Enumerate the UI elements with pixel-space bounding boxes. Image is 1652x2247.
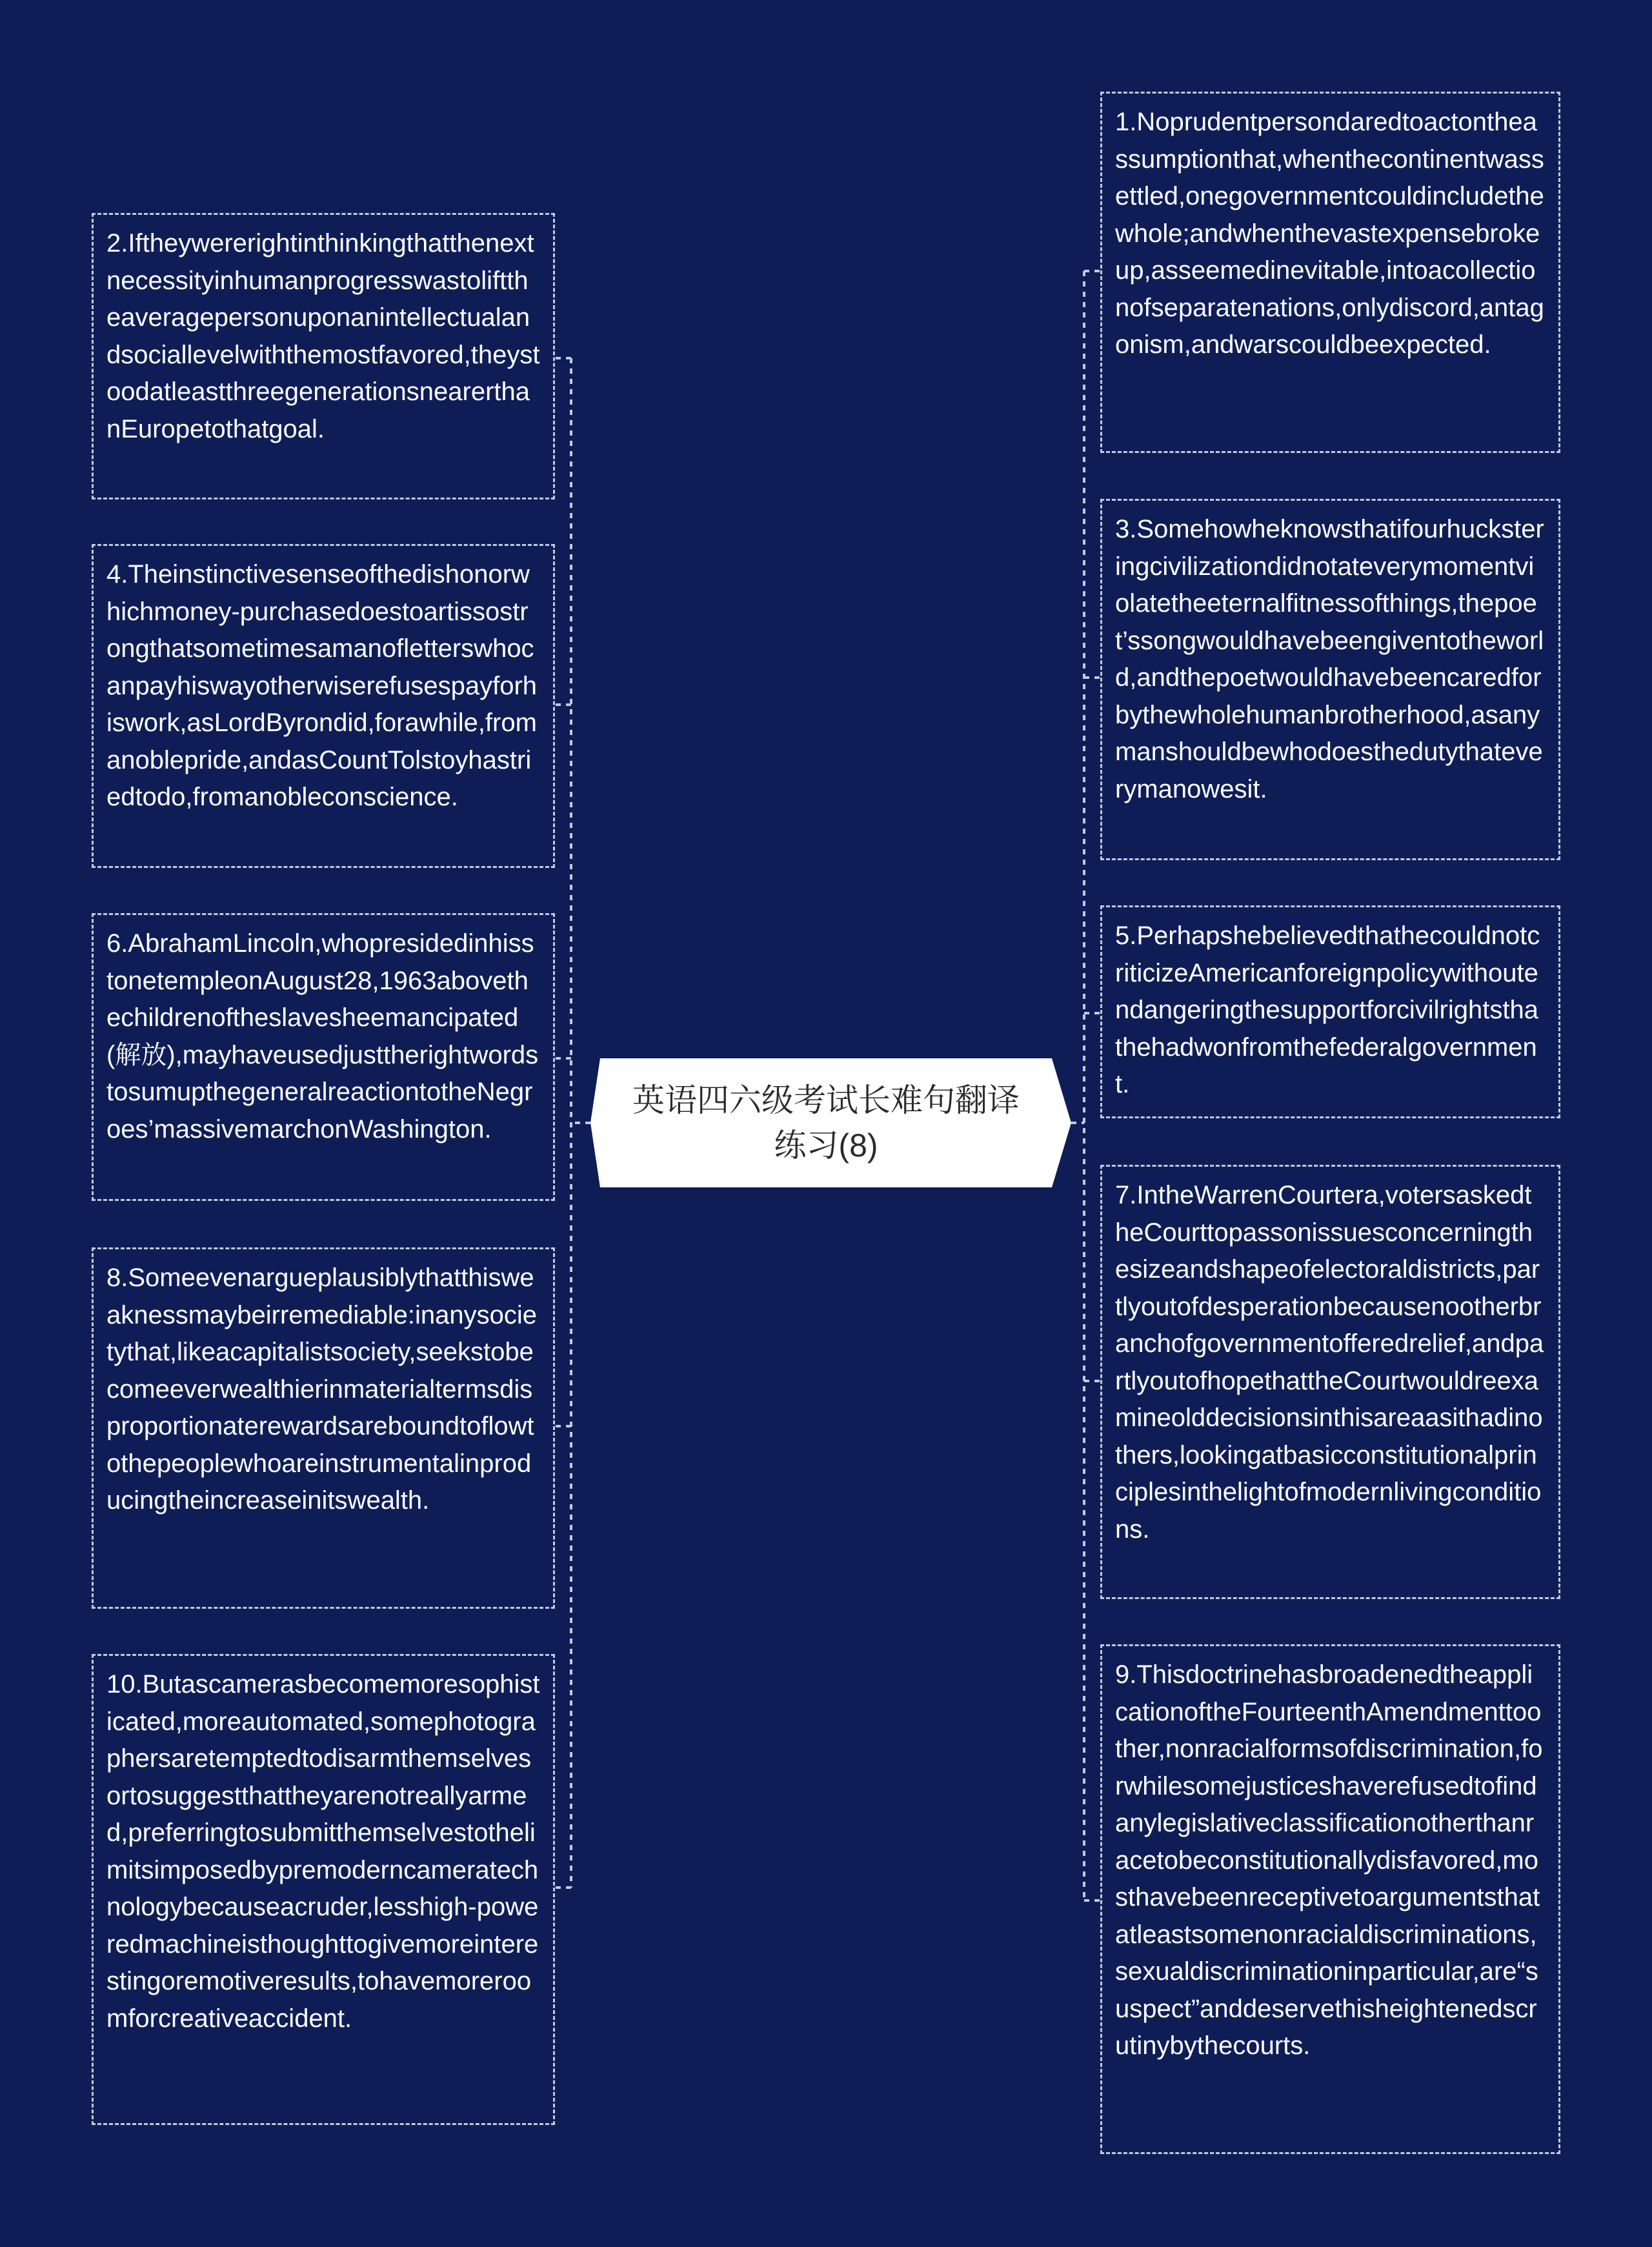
right-node-1: 1.Noprudentpersondaredtoactontheassumptionthat,whenthecontinentwassettled,onegovernmentcouldincludethewhole;andwhenthevastexpensebrokeup,asseemedinevitable,intoacollectionofseparatenations,onlydiscord,antagonism,andwarscouldbeexpected. [1100,92,1560,453]
left-connector-trunk [571,358,590,1888]
left-node-10: 10.Butascamerasbecomemoresophisticated,moreautomated,somephotographersaretemptedtodisarmthemselvesortosuggestthattheyarenotreallyarmed,preferringtosubmitthemselvestothelimitsimposedbypremoderncameratechnologybecauseacruder,lesshigh-poweredmachineisthoughttogivemoreinterestingoremotiveresults,tohavemoreroomforcreativeaccident. [92,1654,555,2125]
left-node-8: 8.Someevenargueplausiblythatthisweaknessmaybeirremediable:inanysocietythat,likeacapitalistsociety,seekstobecomeeverwealthierinmaterialtermsdisproportionaterewardsareboundtoflowtothepeoplewhoareinstrumentalinproducingtheincreaseinitswealth. [92,1247,555,1609]
right-node-5: 5.PerhapshebelievedthathecouldnotcriticizeAmericanforeignpolicywithoutendangeringthesupportforcivilrightsthathehadwonfromthefederalgovernment. [1100,905,1560,1118]
right-node-3: 3.Somehowheknowsthatifourhucksteringcivilizationdidnotateverymomentviolatetheeternalfitnessofthings,thepoet’ssongwouldhavebeengiventotheworld,andthepoetwouldhavebeencaredforbythewholehumanbrotherhood,asanymanshouldbewhodoesthedutythateverymanowesit. [1100,499,1560,860]
left-node-2: 2.Iftheywererightinthinkingthatthenextnecessityinhumanprogresswastolifttheaveragepersonuponanintellectualandsociallevelwiththemostfavored,theystoodatleastthreegenerationsnearerthanEuropetothatgoal. [92,213,555,499]
right-node-7: 7.IntheWarrenCourtera,votersaskedtheCourttopassonissuesconcerningthesizeandshapeofelectoraldistricts,partlyoutofdesperationbecausenootherbranchofgovernmentofferedrelief,andpartlyoutofhopethattheCourtwouldreexamineolddecisionsinthisareaasithadinothers,lookingatbasicconstitutionalprinciplesinthelightofmodernlivingconditions. [1100,1165,1560,1599]
right-node-9: 9.ThisdoctrinehasbroadenedtheapplicationoftheFourteenthAmendmenttoother,nonracialformsofdiscrimination,forwhilesomejusticeshaverefusedtofindanylegislativeclassificationotherthanracetobeconstitutionallydisfavored,mosthavebeenreceptivetoargumentsthatatleastsomenonracialdiscriminations,sexualdiscriminationinparticular,are“suspect”anddeservethisheightenedscrutinybythecourts. [1100,1644,1560,2154]
left-node-4: 4.Theinstinctivesenseofthedishonorwhichmoney-purchasedoestoartissostrongthatsometimesamanofletterswhocanpayhiswayotherwiserefusespayforhiswork,asLordByrondid,forawhile,fromanoblepride,andasCountTolstoyhastriedtodo,fromanobleconscience. [92,544,555,868]
center-node-title: 英语四六级考试长难句翻译练习(8) [632,1082,1020,1164]
right-connector-trunk [1071,271,1084,1900]
left-node-6: 6.AbrahamLincoln,whopresidedinhisstonetempleonAugust28,1963abovethechildrenoftheslavesheemancipated(解放),mayhaveusedjusttherightwordstosumupthegeneralreactiontotheNegroes’massivemarchonWashington. [92,913,555,1201]
